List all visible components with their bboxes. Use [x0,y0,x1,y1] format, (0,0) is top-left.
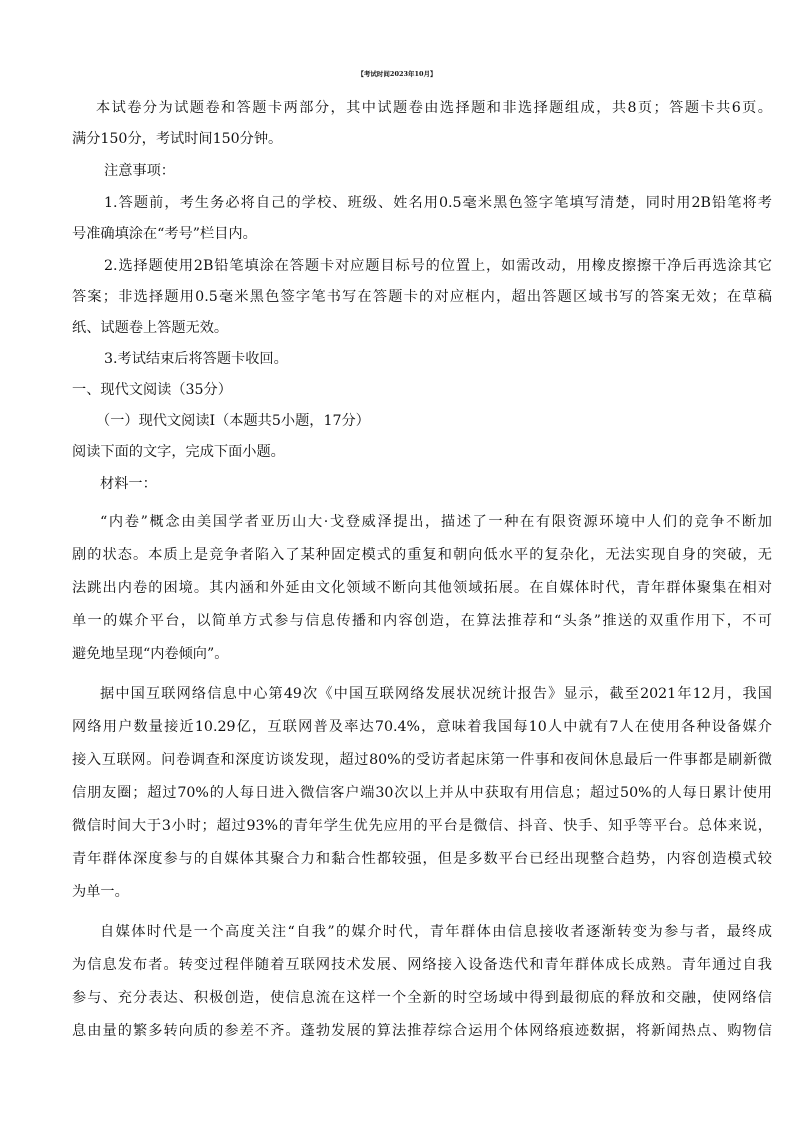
notes-heading: 注意事项： [104,163,175,179]
note-3: 3.考试结束后将答题卡收回。 [104,351,288,367]
note-2-line-3: 纸、试题卷上答题无效。 [72,320,229,336]
note-1-line-2: 号准确填涂在“考号”栏目内。 [72,226,257,242]
paragraph-line: 据中国互联网络信息中心第49次《中国互联网络发展状况统计报告》显示，截至2021年12月，我国 [100,686,772,702]
paragraph-line: 法跳出内卷的困境。其内涵和外延由文化领域不断向其他领域拓展。在自媒体时代，青年群体聚集在相对 [72,580,772,596]
note-1-line-1: 1.答题前，考生务必将自己的学校、班级、姓名用0.5毫米黑色签字笔填写清楚，同时用2B铅笔将考 [104,195,772,211]
intro-line-2: 满分150分，考试时间150分钟。 [72,131,283,147]
exam-time-title: 【考试时间2023年10月】 [357,70,437,78]
paragraph-line: 自媒体时代是一个高度关注“自我”的媒介时代，青年群体由信息接收者逐渐转变为参与者，最终成 [100,924,772,940]
paragraph-line: 参与、充分表达、积极创造，使信息流在这样一个全新的时空场域中得到最彻底的释放和交融，使网络信 [72,990,772,1006]
reading-instruction: 阅读下面的文字，完成下面小题。 [72,444,285,460]
subsection-heading: （一）现代文阅读Ⅰ（本题共5小题，17分） [96,413,370,429]
paragraph-line: 信朋友圈；超过70%的人每日进入微信客户端30次以上并从中获取有用信息；超过50%的人每日累计使用 [72,785,772,801]
note-2-line-1: 2.选择题使用2B铅笔填涂在答题卡对应题目标号的位置上，如需改动，用橡皮擦擦干净后再选涂其它 [104,258,772,274]
paragraph-line: 青年群体深度参与的自媒体其聚合力和黏合性都较强，但是多数平台已经出现整合趋势，内容创造模式较 [72,851,772,867]
paragraph-line: 接入互联网。问卷调查和深度访谈发现，超过80%的受访者起床第一件事和夜间休息最后一件事都是刷新微 [72,752,772,768]
paragraph-line: 为单一。 [72,884,129,900]
paragraph-line: 为信息发布者。转变过程伴随着互联网技术发展、网络接入设备迭代和青年群体成长成熟。青年通过自我 [72,957,772,973]
material-label: 材料一： [100,476,157,492]
paragraph-line: 剧的状态。本质上是竞争者陷入了某种固定模式的重复和朝向低水平的复杂化，无法实现自身的突破，无 [72,547,772,563]
paragraph-line: “内卷”概念由美国学者亚历山大·戈登威泽提出，描述了一种在有限资源环境中人们的竞争不断加 [100,514,772,530]
note-2-line-2: 答案；非选择题用0.5毫米黑色签字笔书写在答题卡的对应框内，超出答题区域书写的答案无效；在草稿 [72,289,772,305]
paragraph-line: 单一的媒介平台，以简单方式参与信息传播和内容创造，在算法推荐和“头条”推送的双重作用下，不可 [72,613,772,629]
paragraph-line: 网络用户数量接近10.29亿，互联网普及率达70.4%，意味着我国每10人中就有7人在使用各种设备媒介 [72,719,772,735]
section-heading: 一、现代文阅读（35分） [72,382,232,398]
intro-line-1: 本试卷分为试题卷和答题卡两部分，其中试题卷由选择题和非选择题组成，共8页；答题卡共6页。 [96,100,772,116]
paragraph-line: 微信时间大于3小时；超过93%的青年学生优先应用的平台是微信、抖音、快手、知乎等平台。总体来说， [72,818,772,834]
paragraph-line: 息由量的繁多转向质的参差不齐。蓬勃发展的算法推荐综合运用个体网络痕迹数据，将新闻热点、购物信 [72,1023,772,1039]
paragraph-line: 避免地呈现“内卷倾向”。 [72,646,229,662]
